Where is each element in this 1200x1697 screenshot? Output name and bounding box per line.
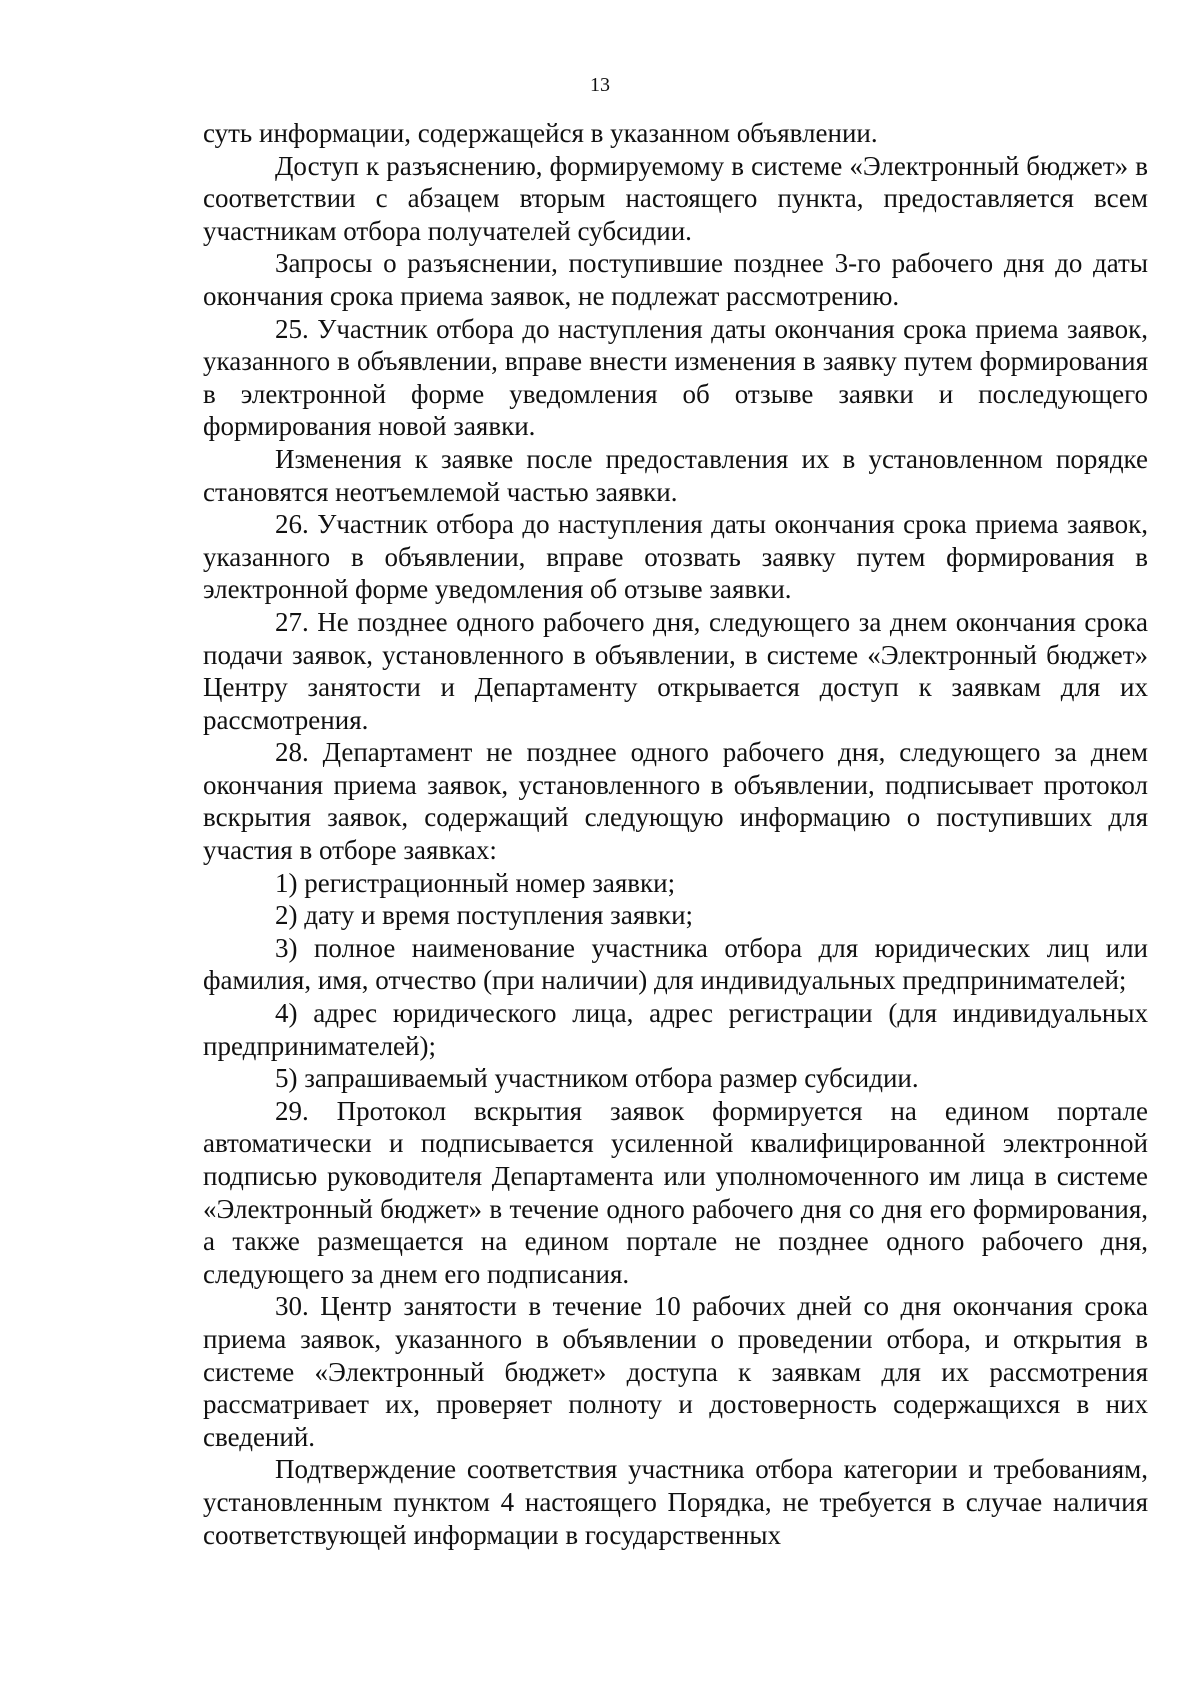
paragraph-item-27: 27. Не позднее одного рабочего дня, следующего за днем окончания срока подачи заявок, установленного в объявлении, в системе «Электронный бюджет» Центру занятости и Департаменту открывается доступ к заявкам для их рассмотрения.: [203, 606, 1148, 735]
paragraph: Подтверждение соответствия участника отбора категории и требованиям, установленным пунктом 4 настоящего Порядка, не требуется в случае наличия соответствующей информации в государственных: [203, 1454, 1148, 1550]
paragraph-item-26: 26. Участник отбора до наступления даты окончания срока приема заявок, указанного в объявлении, вправе отозвать заявку путем формирования в электронной форме уведомления об отзыве заявки.: [203, 509, 1148, 605]
list-item: 5) запрашиваемый участником отбора размер субсидии.: [275, 1063, 919, 1094]
list-item: 3) полное наименование участника отбора для юридических лиц или фамилия, имя, отчество (при наличии) для индивидуальных предпринимателей;: [203, 932, 1148, 996]
paragraph: Доступ к разъяснению, формируемому в системе «Электронный бюджет» в соответствии с абзацем вторым настоящего пункта, предоставляется всем участникам отбора получателей субсидии.: [203, 150, 1148, 246]
document-body: [203, 117, 1148, 1551]
paragraph-item-29: 29. Протокол вскрытия заявок формируется на едином портале автоматически и подписывается усиленной квалифицированной электронной подписью руководителя Департамента или уполномоченного им лица в системе «Электронный бюджет» в течение одного рабочего дня со дня его формирования, а также размещается на едином портале не позднее одного рабочего дня, следующего за днем его подписания.: [203, 1095, 1148, 1289]
paragraph-continuation: суть информации, содержащейся в указанном объявлении.: [203, 118, 878, 148]
paragraph-item-28: 28. Департамент не позднее одного рабочего дня, следующего за днем окончания приема заявок, установленного в объявлении, подписывает протокол вскрытия заявок, содержащий следующую информацию о поступивших для участия в отборе заявках:: [203, 737, 1148, 866]
paragraph: Изменения к заявке после предоставления их в установленном порядке становятся неотъемлемой частью заявки.: [203, 443, 1148, 507]
paragraph-item-25: 25. Участник отбора до наступления даты окончания срока приема заявок, указанного в объявлении, вправе внести изменения в заявку путем формирования в электронной форме уведомления об отзыве заявки и последующего формирования новой заявки.: [203, 313, 1148, 442]
list-item: 2) дату и время поступления заявки;: [275, 900, 694, 931]
list-item: 4) адрес юридического лица, адрес регистрации (для индивидуальных предпринимателей);: [203, 998, 1148, 1061]
paragraph-item-30: 30. Центр занятости в течение 10 рабочих дней со дня окончания срока приема заявок, указанного в объявлении о проведении отбора, и открытия в системе «Электронный бюджет» доступа к заявкам для их рассмотрения рассматривает их, проверяет полноту и достоверность содержащихся в них сведений.: [203, 1291, 1148, 1452]
paragraph: Запросы о разъяснении, поступившие позднее 3-го рабочего дня до даты окончания срока приема заявок, не подлежат рассмотрению.: [203, 248, 1148, 311]
page-number: 13: [590, 74, 610, 96]
list-item: 1) регистрационный номер заявки;: [275, 867, 676, 898]
